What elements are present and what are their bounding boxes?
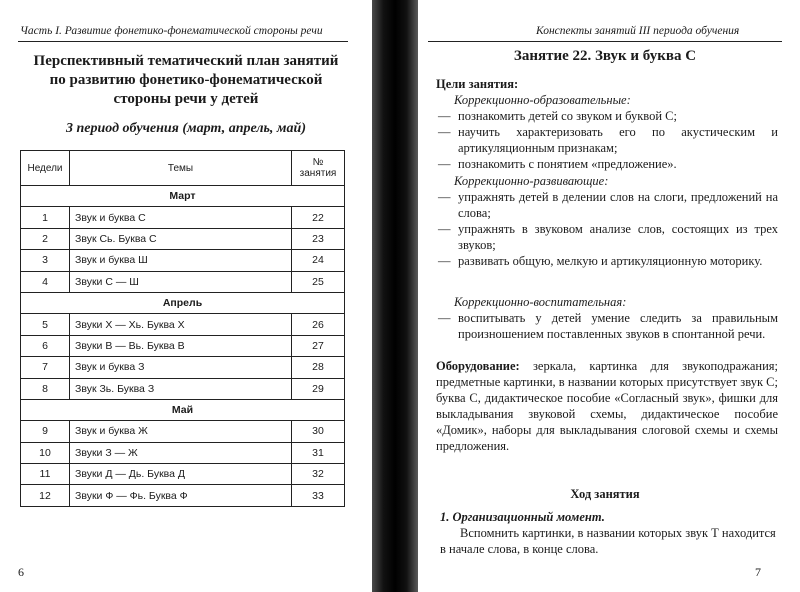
lesson-step [440, 509, 778, 557]
equipment-paragraph [436, 358, 778, 455]
running-head: Часть I. Развитие фонетико-фонематической стороны речи [20, 25, 323, 37]
plan-title-line: стороны речи у детей [113, 91, 259, 107]
table-row [21, 378, 345, 399]
table-row [21, 421, 345, 442]
table-row [21, 485, 345, 506]
lesson-number-cell: 22 [292, 207, 345, 228]
week-cell: 7 [21, 357, 70, 378]
lesson-number-cell: 32 [292, 464, 345, 485]
topic-cell: Звук и буква Ш [70, 250, 292, 271]
equipment-label: Оборудование: [436, 359, 520, 373]
topic-cell: Звук и буква З [70, 357, 292, 378]
topic-cell: Звуки С — Ш [70, 271, 292, 292]
goal-item: — упражнять детей в делении слов на слоги, предложений на слова; [436, 189, 778, 221]
equipment-text: зеркала, картинка для звукоподражания; предметные картинки, в названии которых присутствует звук С; буква С, дидактическое пособие «Согласный звук», фишки для выкладывания звуковой схемы, дидактическое пособие «Домик», наборы для выкладывания слоговой схемы и схемы предложения. [436, 359, 779, 454]
step-title: 1. Организационный момент. [440, 510, 605, 524]
goal-item: — воспитывать у детей умение следить за правильным произношением поставленных звуков в спонтанной речи. [436, 310, 778, 342]
month-row [21, 186, 345, 207]
header-rule [18, 41, 348, 42]
header-weeks: Недели [21, 151, 70, 186]
month-label: Май [21, 399, 345, 420]
lesson-number-cell: 30 [292, 421, 345, 442]
week-cell: 4 [21, 271, 70, 292]
lesson-number-cell: 25 [292, 271, 345, 292]
table-row [21, 335, 345, 356]
plan-title [20, 52, 352, 109]
plan-table [20, 150, 345, 507]
goal-item: — упражнять в звуковом анализе слов, состоящих из трех звуков; [436, 221, 778, 253]
goal-group-heading: Коррекционно-воспитательная: [454, 295, 627, 309]
goal-group-heading: Коррекционно-развивающие: [454, 174, 609, 188]
month-label: Апрель [21, 292, 345, 313]
month-row [21, 399, 345, 420]
topic-cell: Звук Сь. Буква С [70, 228, 292, 249]
plan-title-line: Перспективный тематический план занятий [33, 53, 339, 69]
lesson-number-cell: 28 [292, 357, 345, 378]
plan-title-line: по развитию фонетико-фонематической [49, 72, 323, 88]
header-topics: Темы [70, 151, 292, 186]
goal-item: — развивать общую, мелкую и артикуляционную моторику. [436, 253, 778, 269]
week-cell: 8 [21, 378, 70, 399]
topic-cell: Звуки З — Ж [70, 442, 292, 463]
table-row [21, 357, 345, 378]
goals-label: Цели занятия: [436, 77, 519, 91]
week-cell: 5 [21, 314, 70, 335]
book-gutter [372, 0, 418, 592]
table-row [21, 228, 345, 249]
table-row [21, 271, 345, 292]
topic-cell: Звук Зь. Буква З [70, 378, 292, 399]
topic-cell: Звуки Ф — Фь. Буква Ф [70, 485, 292, 506]
topic-cell: Звуки Д — Дь. Буква Д [70, 464, 292, 485]
running-head: Конспекты занятий III периода обучения [536, 25, 740, 37]
table-row [21, 464, 345, 485]
topic-cell: Звуки В — Вь. Буква В [70, 335, 292, 356]
table-row [21, 442, 345, 463]
page-number: 7 [755, 565, 761, 579]
goal-item: — научить характеризовать его по акустическим и артикуляционным признакам; [436, 124, 778, 156]
lesson-number-cell: 33 [292, 485, 345, 506]
week-cell: 10 [21, 442, 70, 463]
table-row [21, 314, 345, 335]
topic-cell: Звуки Х — Хь. Буква Х [70, 314, 292, 335]
week-cell: 12 [21, 485, 70, 506]
goal-group-heading: Коррекционно-образовательные: [454, 93, 631, 107]
table-row [21, 207, 345, 228]
header-lesson-number: № занятия [292, 151, 345, 186]
left-page [0, 0, 372, 592]
week-cell: 9 [21, 421, 70, 442]
lesson-number-cell: 24 [292, 250, 345, 271]
week-cell: 1 [21, 207, 70, 228]
lesson-number-cell: 27 [292, 335, 345, 356]
goal-item: — познакомить с понятием «предложение». [436, 156, 778, 172]
week-cell: 3 [21, 250, 70, 271]
week-cell: 11 [21, 464, 70, 485]
lesson-number-cell: 23 [292, 228, 345, 249]
goal-item: — познакомить детей со звуком и буквой С; [436, 108, 778, 124]
goal-group [436, 173, 778, 270]
table-header-row [21, 151, 345, 186]
lesson-number-cell: 31 [292, 442, 345, 463]
topic-cell: Звук и буква С [70, 207, 292, 228]
step-text: Вспомнить картинки, в названии которых звук Т находится в начале слова, в конце слова. [440, 526, 776, 557]
week-cell: 6 [21, 335, 70, 356]
month-label: Март [21, 186, 345, 207]
course-heading: Ход занятия [570, 487, 640, 501]
right-page [418, 0, 800, 592]
goal-group [436, 294, 778, 342]
lesson-number-cell: 26 [292, 314, 345, 335]
week-cell: 2 [21, 228, 70, 249]
header-rule [428, 41, 782, 42]
lesson-title: Занятие 22. Звук и буква С [513, 48, 697, 64]
page-number: 6 [18, 565, 24, 579]
period-subtitle: 3 период обучения (март, апрель, май) [66, 121, 306, 136]
topic-cell: Звук и буква Ж [70, 421, 292, 442]
goal-group [436, 92, 778, 172]
month-row [21, 292, 345, 313]
table-row [21, 250, 345, 271]
lesson-number-cell: 29 [292, 378, 345, 399]
